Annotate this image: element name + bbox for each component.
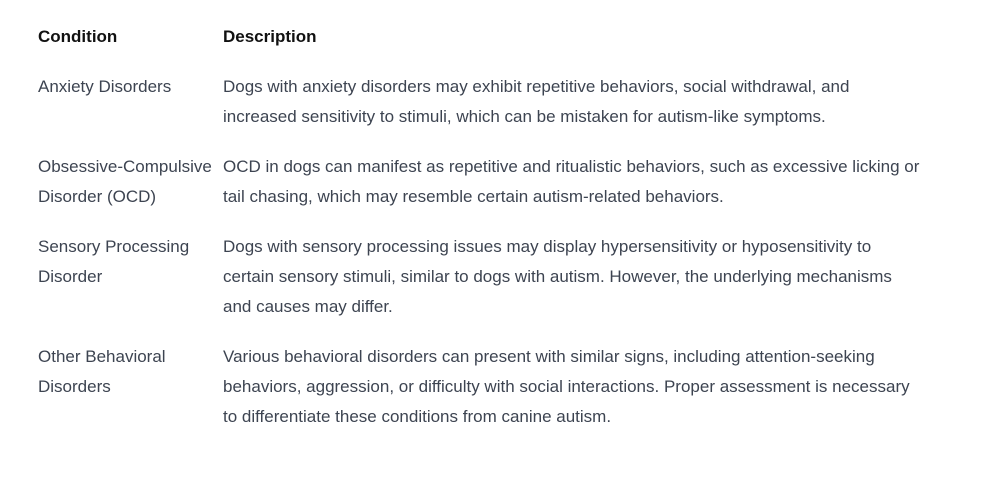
description-cell: Dogs with sensory processing issues may display hypersensitivity or hyposensitivity to certain sensory stimuli, similar to dogs with autism. However, the underlying mechanisms and causes may differ. bbox=[223, 237, 892, 316]
table-row bbox=[38, 152, 938, 212]
table-row bbox=[38, 72, 938, 132]
condition-cell: Other Behavioral Disorders bbox=[38, 347, 166, 396]
condition-cell: Obsessive-Compulsive Disorder (OCD) bbox=[38, 157, 212, 206]
condition-cell: Anxiety Disorders bbox=[38, 77, 172, 96]
description-cell: Dogs with anxiety disorders may exhibit repetitive behaviors, social withdrawal, and increased sensitivity to stimuli, which can be mistaken for autism-like symptoms. bbox=[223, 77, 850, 126]
conditions-table bbox=[38, 22, 938, 432]
header-description: Description bbox=[223, 27, 317, 46]
table-row bbox=[38, 232, 938, 322]
description-cell: OCD in dogs can manifest as repetitive and ritualistic behaviors, such as excessive licking or tail chasing, which may resemble certain autism-related behaviors. bbox=[223, 157, 920, 206]
condition-cell: Sensory Processing Disorder bbox=[38, 237, 190, 286]
table-row bbox=[38, 342, 938, 432]
table-header-row bbox=[38, 22, 938, 52]
description-cell: Various behavioral disorders can present with similar signs, including attention-seeking behaviors, aggression, or difficulty with social interactions. Proper assessment is necessary to differentiate these conditions from canine autism. bbox=[223, 347, 910, 426]
header-condition: Condition bbox=[38, 27, 118, 46]
